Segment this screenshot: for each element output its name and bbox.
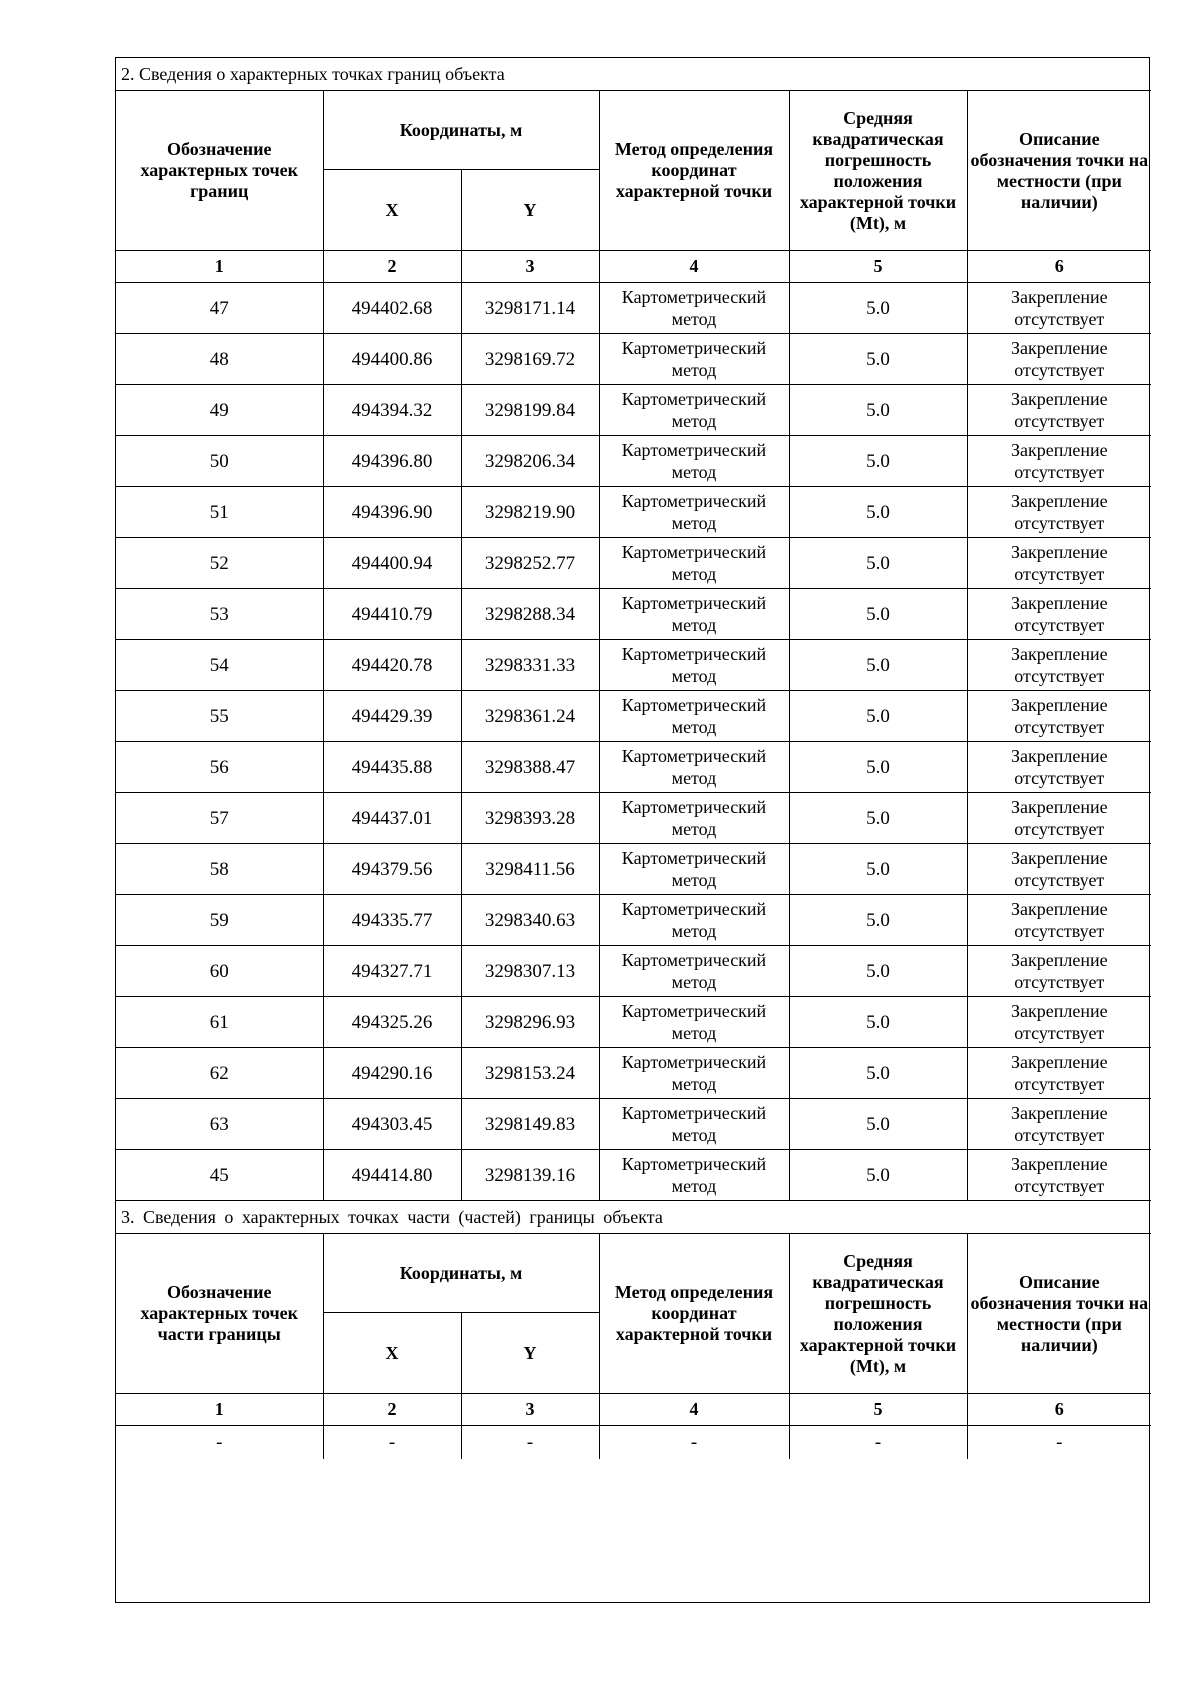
coord-y: 3298307.13 [461, 946, 599, 997]
point-description: Закрепление отсутствует [967, 283, 1151, 334]
section-2-rows [116, 283, 1151, 1201]
coord-y: 3298169.72 [461, 334, 599, 385]
mean-error: 5.0 [789, 640, 967, 691]
method: Картометрический метод [599, 997, 789, 1048]
table-row [116, 1426, 1151, 1460]
column-number: 6 [967, 251, 1151, 283]
coord-x: 494290.16 [323, 1048, 461, 1099]
point-description: Закрепление отсутствует [967, 946, 1151, 997]
point-designation: - [116, 1426, 323, 1460]
column-number: 5 [789, 251, 967, 283]
method: Картометрический метод [599, 283, 789, 334]
table-row [116, 1099, 1151, 1150]
point-description: Закрепление отсутствует [967, 538, 1151, 589]
header-description: Описание обозначения точки на местности (при наличии) [967, 91, 1151, 251]
point-description: Закрепление отсутствует [967, 1150, 1151, 1201]
method: Картометрический метод [599, 436, 789, 487]
column-number: 5 [789, 1394, 967, 1426]
mean-error: 5.0 [789, 844, 967, 895]
mean-error: 5.0 [789, 997, 967, 1048]
coord-x: 494335.77 [323, 895, 461, 946]
point-designation: 45 [116, 1150, 323, 1201]
section-2-column-numbers [116, 251, 1151, 283]
point-description: Закрепление отсутствует [967, 334, 1151, 385]
coord-x: 494325.26 [323, 997, 461, 1048]
point-designation: 62 [116, 1048, 323, 1099]
point-description: Закрепление отсутствует [967, 793, 1151, 844]
coord-y: - [461, 1426, 599, 1460]
coord-x: 494327.71 [323, 946, 461, 997]
coord-y: 3298219.90 [461, 487, 599, 538]
column-number: 4 [599, 251, 789, 283]
table-row [116, 997, 1151, 1048]
coord-y: 3298288.34 [461, 589, 599, 640]
point-designation: 59 [116, 895, 323, 946]
coord-y: 3298252.77 [461, 538, 599, 589]
header-coordinates: Координаты, м [323, 91, 599, 170]
method: Картометрический метод [599, 1099, 789, 1150]
coord-y: 3298340.63 [461, 895, 599, 946]
section-3-header-row [116, 1234, 1151, 1313]
header-description: Описание обозначения точки на местности (при наличии) [967, 1234, 1151, 1394]
section-2-title-row [116, 58, 1151, 91]
header-y: Y [461, 1313, 599, 1394]
coord-x: 494400.94 [323, 538, 461, 589]
mean-error: 5.0 [789, 691, 967, 742]
point-description: Закрепление отсутствует [967, 895, 1151, 946]
table-row [116, 691, 1151, 742]
coord-x: 494402.68 [323, 283, 461, 334]
coord-x: 494400.86 [323, 334, 461, 385]
coord-y: 3298171.14 [461, 283, 599, 334]
coord-x: 494414.80 [323, 1150, 461, 1201]
point-designation: 52 [116, 538, 323, 589]
coord-x: 494396.90 [323, 487, 461, 538]
method: Картометрический метод [599, 946, 789, 997]
header-x: X [323, 170, 461, 251]
coord-x: 494396.80 [323, 436, 461, 487]
points-table [116, 58, 1151, 1459]
method: Картометрический метод [599, 1150, 789, 1201]
mean-error: 5.0 [789, 487, 967, 538]
table-row [116, 742, 1151, 793]
section-2-title: 2. Сведения о характерных точках границ объекта [116, 58, 1151, 91]
header-designation: Обозначение характерных точек границ [116, 91, 323, 251]
coord-y: 3298139.16 [461, 1150, 599, 1201]
point-description: Закрепление отсутствует [967, 1099, 1151, 1150]
mean-error: 5.0 [789, 1150, 967, 1201]
header-x: X [323, 1313, 461, 1394]
header-designation: Обозначение характерных точек части границы [116, 1234, 323, 1394]
method: Картометрический метод [599, 487, 789, 538]
point-description: Закрепление отсутствует [967, 844, 1151, 895]
coord-y: 3298393.28 [461, 793, 599, 844]
column-number: 3 [461, 1394, 599, 1426]
section-3-title: 3. Сведения о характерных точках части (частей) границы объекта [116, 1201, 1151, 1234]
mean-error: 5.0 [789, 895, 967, 946]
column-number: 2 [323, 1394, 461, 1426]
point-description: Закрепление отсутствует [967, 487, 1151, 538]
method: Картометрический метод [599, 334, 789, 385]
header-y: Y [461, 170, 599, 251]
mean-error: 5.0 [789, 436, 967, 487]
method: Картометрический метод [599, 844, 789, 895]
point-designation: 57 [116, 793, 323, 844]
section-3-rows [116, 1426, 1151, 1460]
point-description: Закрепление отсутствует [967, 997, 1151, 1048]
mean-error: 5.0 [789, 538, 967, 589]
point-description: Закрепление отсутствует [967, 742, 1151, 793]
table-row [116, 946, 1151, 997]
table-row [116, 436, 1151, 487]
point-designation: 58 [116, 844, 323, 895]
coord-y: 3298296.93 [461, 997, 599, 1048]
section-3-title-row [116, 1201, 1151, 1234]
point-designation: 51 [116, 487, 323, 538]
point-designation: 54 [116, 640, 323, 691]
column-number: 1 [116, 251, 323, 283]
header-method: Метод определения координат характерной точки [599, 91, 789, 251]
mean-error: 5.0 [789, 793, 967, 844]
table-row [116, 538, 1151, 589]
method: Картометрический метод [599, 385, 789, 436]
document-page [115, 57, 1150, 1603]
header-coordinates: Координаты, м [323, 1234, 599, 1313]
coord-y: 3298411.56 [461, 844, 599, 895]
mean-error: 5.0 [789, 589, 967, 640]
mean-error: - [789, 1426, 967, 1460]
table-row [116, 895, 1151, 946]
point-description: - [967, 1426, 1151, 1460]
table-row [116, 1048, 1151, 1099]
table-row [116, 283, 1151, 334]
method: Картометрический метод [599, 640, 789, 691]
section-2-header-row [116, 91, 1151, 170]
table-row [116, 385, 1151, 436]
point-description: Закрепление отсутствует [967, 1048, 1151, 1099]
coord-x: 494429.39 [323, 691, 461, 742]
coord-x: 494437.01 [323, 793, 461, 844]
coord-y: 3298149.83 [461, 1099, 599, 1150]
point-designation: 61 [116, 997, 323, 1048]
coord-y: 3298331.33 [461, 640, 599, 691]
method: Картометрический метод [599, 742, 789, 793]
point-designation: 56 [116, 742, 323, 793]
mean-error: 5.0 [789, 283, 967, 334]
coord-y: 3298206.34 [461, 436, 599, 487]
coord-y: 3298199.84 [461, 385, 599, 436]
coord-y: 3298361.24 [461, 691, 599, 742]
mean-error: 5.0 [789, 1048, 967, 1099]
coord-x: 494394.32 [323, 385, 461, 436]
point-designation: 50 [116, 436, 323, 487]
point-designation: 60 [116, 946, 323, 997]
header-method: Метод определения координат характерной точки [599, 1234, 789, 1394]
mean-error: 5.0 [789, 742, 967, 793]
header-mean-error: Средняя квадратическая погрешность положения характерной точки (Mt), м [789, 91, 967, 251]
mean-error: 5.0 [789, 946, 967, 997]
method: Картометрический метод [599, 589, 789, 640]
coord-x: 494410.79 [323, 589, 461, 640]
method: Картометрический метод [599, 1048, 789, 1099]
coord-x: 494435.88 [323, 742, 461, 793]
point-description: Закрепление отсутствует [967, 640, 1151, 691]
header-mean-error: Средняя квадратическая погрешность положения характерной точки (Mt), м [789, 1234, 967, 1394]
mean-error: 5.0 [789, 1099, 967, 1150]
method: - [599, 1426, 789, 1460]
method: Картометрический метод [599, 895, 789, 946]
point-designation: 53 [116, 589, 323, 640]
column-number: 4 [599, 1394, 789, 1426]
coord-y: 3298388.47 [461, 742, 599, 793]
method: Картометрический метод [599, 691, 789, 742]
point-designation: 63 [116, 1099, 323, 1150]
coord-x: - [323, 1426, 461, 1460]
table-row [116, 844, 1151, 895]
point-designation: 55 [116, 691, 323, 742]
column-number: 3 [461, 251, 599, 283]
table-row [116, 1150, 1151, 1201]
column-number: 6 [967, 1394, 1151, 1426]
column-number: 1 [116, 1394, 323, 1426]
coord-x: 494420.78 [323, 640, 461, 691]
point-designation: 48 [116, 334, 323, 385]
coord-x: 494303.45 [323, 1099, 461, 1150]
point-description: Закрепление отсутствует [967, 691, 1151, 742]
method: Картометрический метод [599, 538, 789, 589]
point-description: Закрепление отсутствует [967, 436, 1151, 487]
table-row [116, 334, 1151, 385]
coord-y: 3298153.24 [461, 1048, 599, 1099]
point-designation: 49 [116, 385, 323, 436]
section-3-column-numbers [116, 1394, 1151, 1426]
column-number: 2 [323, 251, 461, 283]
table-row [116, 640, 1151, 691]
point-description: Закрепление отсутствует [967, 589, 1151, 640]
table-row [116, 589, 1151, 640]
point-designation: 47 [116, 283, 323, 334]
table-row [116, 487, 1151, 538]
point-description: Закрепление отсутствует [967, 385, 1151, 436]
mean-error: 5.0 [789, 334, 967, 385]
mean-error: 5.0 [789, 385, 967, 436]
method: Картометрический метод [599, 793, 789, 844]
coord-x: 494379.56 [323, 844, 461, 895]
table-row [116, 793, 1151, 844]
